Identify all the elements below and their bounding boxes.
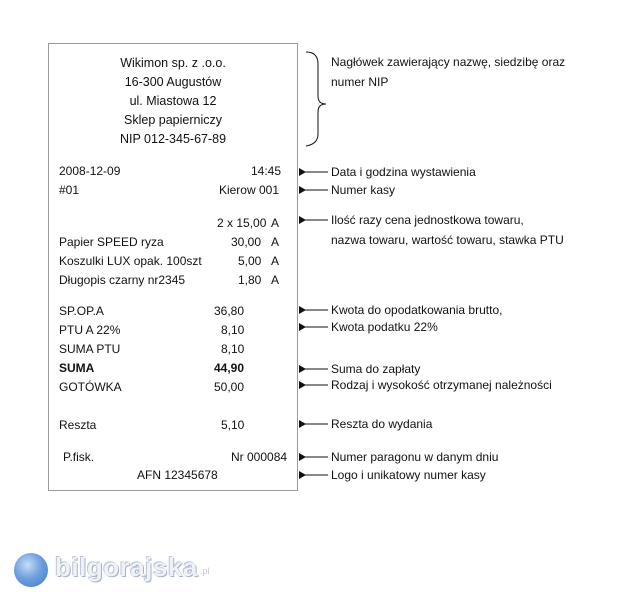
receipt-logo-line: AFN 12345678 — [137, 468, 218, 482]
note-payment: Rodzaj i wysokość otrzymanej należności — [331, 378, 552, 392]
receipt-item-rate: A — [271, 254, 280, 268]
receipt-date: 2008-12-09 — [59, 164, 121, 178]
note-date: Data i godzina wystawienia — [331, 165, 476, 179]
note-taxable: Kwota do opodatkowania brutto, — [331, 303, 503, 317]
note-tax: Kwota podatku 22% — [331, 320, 438, 334]
receipt-cashier: Kierow 001 — [218, 183, 279, 197]
note-receipt-no: Numer paragonu w danym dniu — [331, 450, 499, 464]
note-register: Numer kasy — [331, 183, 396, 197]
note-total: Suma do zapłaty — [331, 362, 421, 376]
note-logo: Logo i unikatowy numer kasy — [331, 468, 486, 482]
receipt-tax-label: PTU A 22% — [59, 323, 121, 337]
watermark-logo-icon — [14, 553, 48, 587]
note-item-line1: Ilość razy cena jednostkowa towaru, — [331, 213, 524, 227]
receipt-tax-value: 8,10 — [221, 323, 245, 337]
receipt-postal-city: 16-300 Augustów — [124, 75, 222, 89]
receipt-change-label: Reszta — [59, 418, 97, 432]
receipt-cash-value: 50,00 — [214, 380, 245, 394]
receipt-company-name: Wikimon sp. z .o.o. — [120, 56, 226, 70]
receipt-total-label: SUMA — [59, 361, 95, 375]
receipt-street: ul. Miastowa 12 — [129, 94, 217, 108]
receipt-item-rate: A — [271, 235, 280, 249]
receipt-item-name: Długopis czarny nr2345 — [59, 273, 186, 287]
receipt-item-value: 1,80 — [238, 273, 262, 287]
receipt-item-name: Papier SPEED ryza — [59, 235, 164, 249]
watermark-text: bilgorajska — [55, 552, 198, 582]
note-change: Reszta do wydania — [331, 417, 433, 431]
receipt-item-value: 30,00 — [231, 235, 262, 249]
receipt-item-name: Koszulki LUX opak. 100szt — [59, 254, 202, 268]
note-item-line2: nazwa towaru, wartość towaru, stawka PTU — [331, 233, 564, 247]
receipt-taxable-value: 36,80 — [214, 304, 245, 318]
receipt-total-value: 44,90 — [214, 361, 245, 375]
header-brace — [306, 52, 326, 146]
receipt-register-no: #01 — [59, 183, 80, 197]
receipt-qty-price: 2 x 15,00 — [217, 216, 267, 230]
receipt-qty-rate: A — [271, 216, 280, 230]
receipt-fiscal-label: P.fisk. — [63, 450, 95, 464]
watermark-suffix: .pl — [200, 566, 210, 576]
receipt-tax-sum-label: SUMA PTU — [59, 342, 121, 356]
receipt-fiscal-no: Nr 000084 — [231, 450, 288, 464]
receipt-taxable-label: SP.OP.A — [59, 304, 104, 318]
receipt-shop-type: Sklep papierniczy — [124, 113, 222, 127]
receipt-nip: NIP 012-345-67-89 — [119, 132, 227, 146]
note-header-line2: numer NIP — [331, 75, 389, 89]
note-header-line1: Nagłówek zawierający nazwę, siedzibę oraz — [331, 55, 566, 69]
receipt-tax-sum-value: 8,10 — [221, 342, 245, 356]
receipt-item-rate: A — [271, 273, 280, 287]
receipt-item-value: 5,00 — [238, 254, 262, 268]
receipt-time: 14:45 — [251, 164, 282, 178]
receipt-change-value: 5,10 — [221, 418, 245, 432]
receipt-cash-label: GOTÓWKA — [59, 380, 122, 394]
